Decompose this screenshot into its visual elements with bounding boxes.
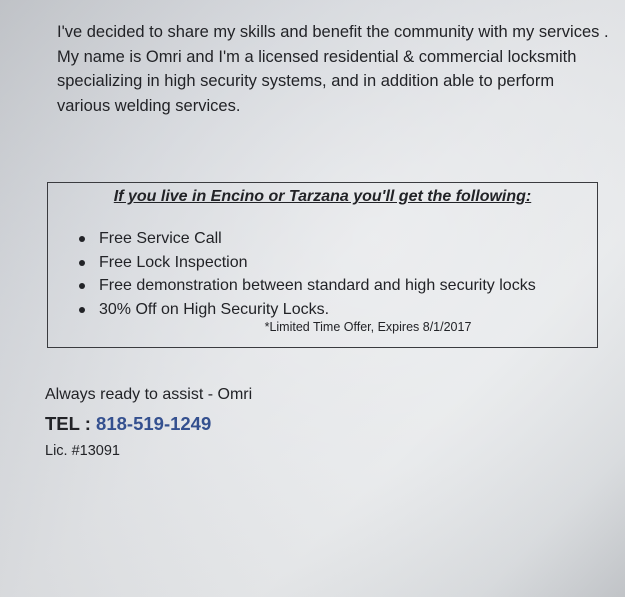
- offer-heading: If you live in Encino or Tarzana you'll get the following:: [113, 188, 532, 205]
- intro-line: various welding services.: [57, 96, 241, 115]
- offer-item: Free demonstration between standard and high security locks: [75, 274, 536, 298]
- offer-item: 30% Off on High Security Locks.: [75, 298, 536, 322]
- intro-line: specializing in high security systems, and in addition able to perform: [57, 72, 555, 90]
- signoff-text: Always ready to assist - Omri: [45, 386, 253, 403]
- offer-item: Free Service Call: [75, 227, 536, 251]
- offer-item: Free Lock Inspection: [75, 251, 536, 275]
- phone-label: TEL :: [45, 413, 97, 434]
- license-number: Lic. #13091: [45, 443, 120, 459]
- phone-number: 818-519-1249: [96, 413, 212, 434]
- phone-row: [45, 413, 211, 435]
- intro-paragraph: [57, 20, 617, 118]
- offer-box: [47, 182, 598, 348]
- intro-line: I've decided to share my skills and benefit the community with my services .: [57, 23, 609, 41]
- intro-line: My name is Omri and I'm a licensed residential & commercial locksmith: [57, 47, 577, 66]
- offer-list: [75, 227, 536, 321]
- offer-expiry-note: *Limited Time Offer, Expires 8/1/2017: [264, 320, 472, 334]
